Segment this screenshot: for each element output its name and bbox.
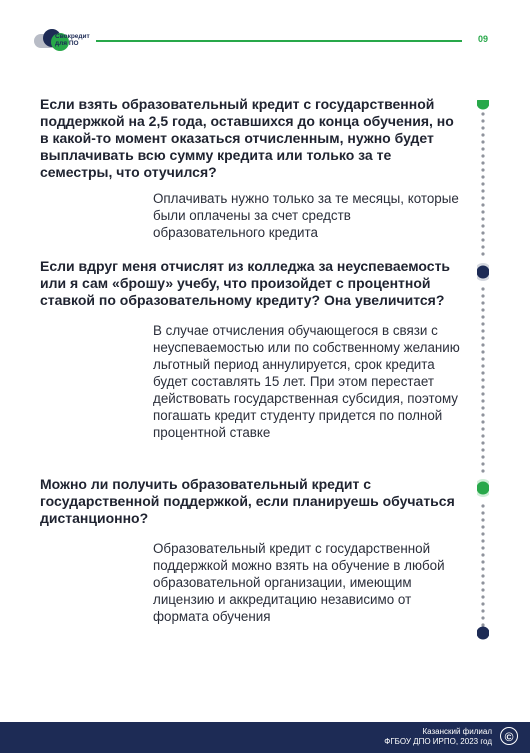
timeline-dot [481, 350, 484, 353]
timeline-dot [481, 224, 484, 227]
timeline-dot [481, 161, 484, 164]
timeline-dot [481, 238, 484, 241]
timeline-dot [481, 392, 484, 395]
timeline-dot [481, 609, 484, 612]
answer-1: Оплачивать нужно только за те месяцы, которые были оплачены за счет средств образовательного кредита [153, 191, 459, 240]
timeline-dot [481, 210, 484, 213]
timeline-dot [481, 595, 484, 598]
timeline-dot [481, 217, 484, 220]
timeline-dot [481, 336, 484, 339]
timeline-marker-green-2 [477, 482, 489, 495]
answer-3: Образовательный кредит с государственной поддержкой можно взять на обучение в любой образовательной организации, имеющим лицензию и аккредитацию независимо от формата обучения [153, 541, 445, 624]
timeline-dot [481, 413, 484, 416]
timeline-dot [481, 203, 484, 206]
question-3: Можно ли получить образовательный кредит с государственной поддержкой, если планируешь обучаться дистанционно? [40, 476, 455, 526]
timeline-dot [481, 231, 484, 234]
timeline-dot [481, 399, 484, 402]
timeline-dot [481, 343, 484, 346]
timeline-marker-navy-2 [477, 627, 489, 640]
logo-text-line2: для ПО [55, 40, 79, 47]
timeline-dot [481, 427, 484, 430]
logo-text [55, 33, 95, 47]
timeline-dot [481, 462, 484, 465]
timeline-dot [481, 294, 484, 297]
timeline-dot [481, 168, 484, 171]
timeline-dot [481, 112, 484, 115]
timeline-dot [481, 252, 484, 255]
timeline-dots [481, 112, 484, 626]
timeline-dot [481, 182, 484, 185]
answer-2: В случае отчисления обучающегося в связи с неуспеваемостью или по собственному желанию льготный период аннулируется, срок кредита будет составлять 15 лет. При этом перестает действовать государственная субсидия, поэтому погашать кредит студенту придется по полной процентной ставке [153, 323, 460, 440]
page-number: 09 [478, 34, 489, 44]
timeline-dot [481, 518, 484, 521]
logo-text-line1: Свокредит [55, 33, 90, 40]
timeline-dot [481, 175, 484, 178]
timeline-dot [481, 147, 484, 150]
question-2: Если вдруг меня отчислят из колледжа за неуспеваемость или я сам «брошу» учебу, что произойдет с процентной ставкой по образовательному кредиту? Она увеличится? [40, 258, 451, 308]
timeline-dot [481, 532, 484, 535]
timeline-dot [481, 287, 484, 290]
timeline-dot [481, 623, 484, 626]
timeline-dot [481, 301, 484, 304]
timeline-marker-green [477, 100, 489, 110]
timeline-dot [481, 553, 484, 556]
footer-text [384, 727, 492, 747]
timeline-dot [481, 434, 484, 437]
timeline-dot [481, 546, 484, 549]
timeline-dot [481, 560, 484, 563]
footer-line2: ФГБОУ ДПО ИРПО, 2023 год [384, 737, 492, 746]
timeline-dot [481, 602, 484, 605]
timeline-dot [481, 567, 484, 570]
copyright-icon: © [500, 727, 518, 745]
timeline-dot [481, 504, 484, 507]
timeline-dot [481, 329, 484, 332]
timeline-dot [481, 371, 484, 374]
timeline-dot [481, 441, 484, 444]
timeline-dot [481, 511, 484, 514]
timeline-dot [481, 378, 484, 381]
footer-line1: Казанский филиал [422, 727, 492, 736]
timeline-dot [481, 455, 484, 458]
timeline-dot [481, 448, 484, 451]
timeline-dot [481, 133, 484, 136]
timeline-marker-navy [477, 266, 489, 279]
header-line [96, 40, 462, 42]
timeline-dot [481, 357, 484, 360]
timeline-dot [481, 126, 484, 129]
footer [0, 722, 530, 753]
timeline-dot [481, 420, 484, 423]
timeline-dot [481, 140, 484, 143]
timeline-dot [481, 315, 484, 318]
timeline-dot [481, 245, 484, 248]
timeline-dot [481, 469, 484, 472]
timeline-dot [481, 588, 484, 591]
timeline-dot [481, 154, 484, 157]
timeline-dot [481, 574, 484, 577]
timeline-dot [481, 308, 484, 311]
timeline-dot [481, 189, 484, 192]
timeline-dot [481, 119, 484, 122]
timeline-dot [481, 385, 484, 388]
timeline-dot [481, 196, 484, 199]
timeline-dot [481, 322, 484, 325]
timeline-dot [481, 406, 484, 409]
timeline-dot [481, 525, 484, 528]
timeline [477, 100, 489, 640]
question-1: Если взять образовательный кредит с государственной поддержкой на 2,5 года, оставшихся до конца обучения, но в какой-то момент оказаться отчисленным, нужно будет выплачивать всю сумму кредита или только за те семестры, что отучился? [40, 96, 454, 180]
timeline-dot [481, 364, 484, 367]
timeline-dot [481, 616, 484, 619]
timeline-dot [481, 539, 484, 542]
timeline-dot [481, 581, 484, 584]
